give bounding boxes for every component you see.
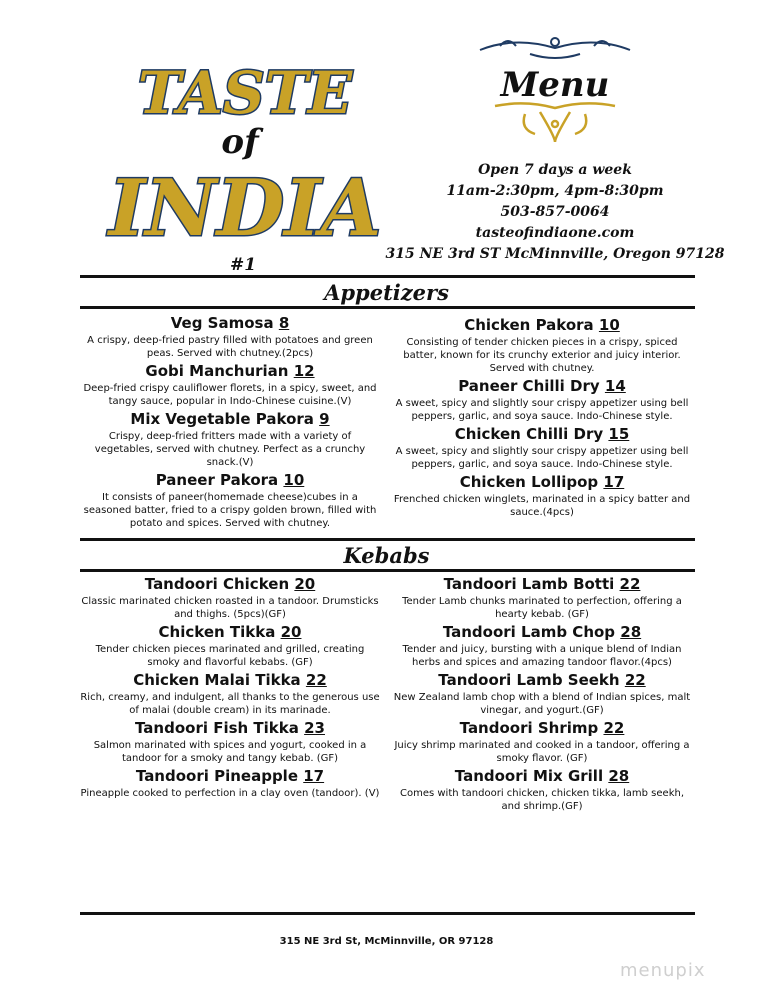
item-price: 22 <box>624 671 646 689</box>
menu-item: Tandoori Pineapple 17 Pineapple cooked to perfection in a clay oven (tandoor). (V) <box>80 767 380 799</box>
menu-item: Chicken Lollipop 17 Frenched chicken winglets, marinated in a spicy batter and sauce.(4pcs) <box>393 473 691 518</box>
item-price: 9 <box>319 410 330 428</box>
hours-times: 11am-2:30pm, 4pm-8:30pm <box>446 183 664 199</box>
menu-item: Tandoori Lamb Botti 22 Tender Lamb chunks marinated to perfection, offering a hearty kebab. (GF) <box>402 575 682 620</box>
menu-item: Tandoori Shrimp 22 Juicy shrimp marinated and cooked in a tandoor, offering a smoky flavor. (GF) <box>394 719 690 764</box>
divider-appetizers-top <box>80 275 695 278</box>
menu-item: Tandoori Chicken 20 Classic marinated chicken roasted in a tandoor. Drumsticks and thighs. (5pcs)(GF) <box>81 575 379 620</box>
item-price: 23 <box>304 719 325 737</box>
item-price: 17 <box>303 767 325 785</box>
menu-item: Mix Vegetable Pakora 9 Crispy, deep-fried fritters made with a variety of vegetables, served with chutney. Perfect as a crunchy snack.(V) <box>94 410 366 468</box>
ornament-bottom-icon <box>495 103 615 142</box>
menu-item: Veg Samosa 8 A crispy, deep-fried pastry filled with potatoes and green peas. Served with chutney.(2pcs) <box>87 314 373 359</box>
logo-line-india: INDIA <box>108 163 382 254</box>
divider-appetizers-bottom <box>80 306 695 309</box>
address: 315 NE 3rd ST McMinnville, Oregon 97128 <box>385 246 725 262</box>
footer-address: 315 NE 3rd St, McMinnville, OR 97128 <box>279 936 494 947</box>
item-price: 28 <box>608 767 630 785</box>
kebabs-left-column <box>80 575 380 802</box>
menu-heading <box>470 28 640 148</box>
item-price: 10 <box>283 471 305 489</box>
menu-item: Paneer Chilli Dry 14 A sweet, spicy and slightly sour crispy appetizer using bell peppers, garlic, and soya sauce. Indo-Chinese style. <box>395 377 689 422</box>
item-price: 12 <box>293 362 315 380</box>
item-price: 8 <box>278 314 290 332</box>
item-price: 15 <box>608 425 630 443</box>
menu-item: Tandoori Mix Grill 28 Comes with tandoori chicken, chicken tikka, lamb seekh, and shrimp.(GF) <box>399 767 684 812</box>
menu-item: Chicken Pakora 10 Consisting of tender chicken pieces in a crispy, spiced batter, known for its crunchy exterior and juicy interior. Served with chutney. <box>403 316 681 374</box>
menu-item: Tandoori Lamb Seekh 22 New Zealand lamb chop with a blend of Indian spices, malt vinegar, and yogurt.(GF) <box>393 671 691 716</box>
appetizers-right-column <box>392 316 692 521</box>
item-price: 22 <box>619 575 641 593</box>
item-price: 17 <box>603 473 625 491</box>
item-price: 20 <box>280 623 302 641</box>
phone-number: 503-857-0064 <box>500 204 610 220</box>
item-price: 10 <box>598 316 620 334</box>
menu-item: Gobi Manchurian 12 Deep-fried crispy cauliflower florets, in a spicy, sweet, and tangy sauce, popular in Indo-Chinese cuisine.(V) <box>83 362 377 407</box>
divider-footer <box>80 912 695 915</box>
divider-kebabs-top <box>80 538 695 541</box>
menu-item: Tandoori Fish Tikka 23 Salmon marinated with spices and yogurt, cooked in a tandoor for a smoky and tangy kebab. (GF) <box>93 719 367 764</box>
item-price: 22 <box>305 671 327 689</box>
restaurant-info <box>370 160 740 265</box>
menu-item: Chicken Chilli Dry 15 A sweet, spicy and slightly sour crispy appetizer using bell peppers, garlic, and soya sauce. Indo-Chinese style. <box>395 425 689 470</box>
menu-title: Menu <box>500 65 610 105</box>
menu-item: Paneer Pakora 10 It consists of paneer(homemade cheese)cubes in a seasoned batter, fried to a crispy golden brown, filled with potato and spices. Served with chutney. <box>83 471 377 529</box>
item-price: 22 <box>603 719 625 737</box>
logo-line-of: of <box>221 122 259 162</box>
menu-item: Chicken Malai Tikka 22 Rich, creamy, and indulgent, all thanks to the generous use of malai (double cream) in its marinade. <box>80 671 380 716</box>
watermark: menupix <box>620 960 706 981</box>
item-price: 14 <box>604 377 626 395</box>
kebabs-right-column <box>392 575 692 815</box>
item-price: 28 <box>620 623 642 641</box>
restaurant-logo <box>100 55 390 265</box>
rank-badge: #1 <box>230 255 257 275</box>
ornament-top-icon <box>480 38 630 58</box>
logo-line-taste: TASTE <box>137 59 353 127</box>
appetizers-left-column <box>80 314 380 532</box>
menu-item: Chicken Tikka 20 Tender chicken pieces marinated and grilled, creating smoky and flavorful kebabs. (GF) <box>95 623 365 668</box>
item-price: 20 <box>294 575 316 593</box>
hours-days: Open 7 days a week <box>478 162 632 178</box>
section-title-kebabs: Kebabs <box>0 543 773 568</box>
website: tasteofindiaone.com <box>475 225 635 241</box>
menu-item: Tandoori Lamb Chop 28 Tender and juicy, bursting with a unique blend of Indian herbs and spices and amazing tandoor flavor.(4pcs) <box>402 623 682 668</box>
divider-kebabs-bottom <box>80 569 695 572</box>
section-title-appetizers: Appetizers <box>0 280 773 305</box>
